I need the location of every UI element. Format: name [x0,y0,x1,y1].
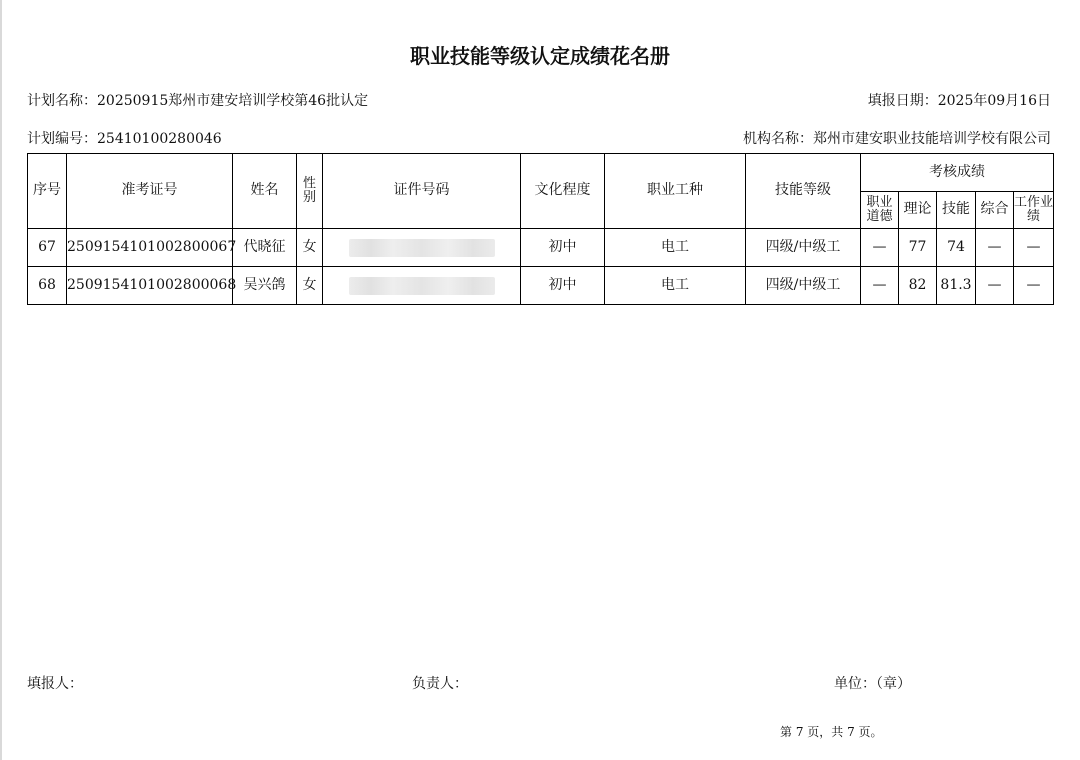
cell-comprehensive: — [976,267,1014,305]
table-row [28,267,1054,305]
header-exam-no: 准考证号 [67,154,233,229]
header-seq: 序号 [28,154,67,229]
cell-theory: 77 [899,229,937,267]
header-ethics: 职业道德 [861,192,899,229]
page-info: 第 7 页，共 7 页。 [780,725,883,739]
table-row [28,229,1054,267]
footer-filler: 填报人： [27,676,83,692]
page-title: 职业技能等级认定成绩花名册 [410,44,670,68]
cell-id-no [323,229,521,267]
plan-name: 计划名称：20250915郑州市建安培训学校第46批认定 [27,93,369,109]
header-name: 姓名 [233,154,297,229]
header-occupation: 职业工种 [605,154,746,229]
cell-seq: 68 [28,267,67,305]
cell-seq: 67 [28,229,67,267]
cell-comprehensive: — [976,229,1014,267]
cell-occupation: 电工 [605,267,746,305]
footer-unit: 单位：（章） [834,676,911,692]
fill-date: 填报日期：2025年09月16日 [867,93,1051,109]
cell-ethics: — [861,267,899,305]
cell-theory: 82 [899,267,937,305]
cell-skill: 74 [937,229,976,267]
header-skill: 技能 [937,192,976,229]
cell-skill-level: 四级/中级工 [746,229,861,267]
cell-exam-no: 2509154101002800067 [67,229,233,267]
footer-responsible: 负责人： [412,676,468,692]
cell-gender: 女 [297,267,323,305]
header-gender: 性别 [297,154,323,229]
cell-name: 吴兴鸽 [233,267,297,305]
cell-education: 初中 [521,229,605,267]
header-work: 工作业绩 [1014,192,1054,229]
window-left-edge [0,0,2,760]
cell-occupation: 电工 [605,229,746,267]
cell-work: — [1014,267,1054,305]
header-education: 文化程度 [521,154,605,229]
redacted-id [349,239,495,257]
cell-work: — [1014,229,1054,267]
header-theory: 理论 [899,192,937,229]
cell-ethics: — [861,229,899,267]
plan-number: 计划编号：25410100280046 [27,131,222,147]
cell-name: 代晓征 [233,229,297,267]
header-comprehensive: 综合 [976,192,1014,229]
redacted-id [349,277,495,295]
cell-education: 初中 [521,267,605,305]
org-name: 机构名称：郑州市建安职业技能培训学校有限公司 [743,131,1051,147]
score-table [27,153,1054,305]
cell-id-no [323,267,521,305]
header-skill-level: 技能等级 [746,154,861,229]
cell-gender: 女 [297,229,323,267]
cell-skill: 81.3 [937,267,976,305]
header-id-no: 证件号码 [323,154,521,229]
header-scores: 考核成绩 [861,154,1054,192]
cell-skill-level: 四级/中级工 [746,267,861,305]
cell-exam-no: 2509154101002800068 [67,267,233,305]
